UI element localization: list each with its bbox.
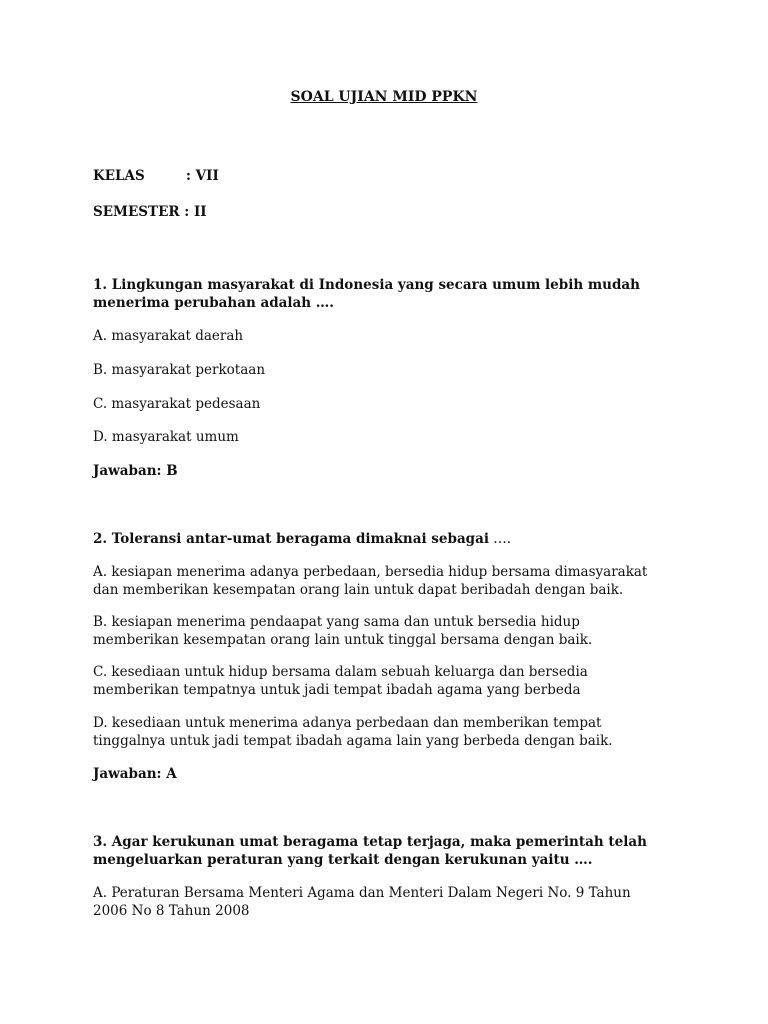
class-line [93,167,219,185]
question-1-option-b: B. masyarakat perkotaan [93,362,266,378]
question-1-option-a: A. masyarakat daerah [93,328,244,344]
class-label: KELAS [93,168,145,184]
question-1-option-d: D. masyarakat umum [93,429,239,445]
question-2-text: 2. Toleransi antar-umat beragama dimaknai sebagai [93,531,490,547]
question-2-option-c: C. kesediaan untuk hidup bersama dalam sebuah keluarga dan bersedia memberikan tempatnya untuk jadi tempat ibadah agama yang berbeda [93,664,588,698]
semester-line [93,203,207,221]
question-1-option-c: C. masyarakat pedesaan [93,396,261,412]
question-3-option-a: A. Peraturan Bersama Menteri Agama dan Menteri Dalam Negeri No. 9 Tahun 2006 No 8 Tahun 2008 [93,885,631,919]
semester-value: : II [179,204,207,220]
class-value: : VII [186,168,219,184]
question-2 [93,530,663,548]
question-2-ellipsis: …. [489,531,512,547]
question-2-option-d: D. kesediaan untuk menerima adanya perbedaan dan memberikan tempat tinggalnya untuk jadi tempat ibadah agama lain yang berbeda dengan baik. [93,715,613,749]
question-2-answer: Jawaban: A [93,766,177,782]
question-1-answer: Jawaban: B [93,463,178,479]
document-title: SOAL UJIAN MID PPKN [290,89,478,105]
question-3: 3. Agar kerukunan umat beragama tetap terjaga, maka pemerintah telah mengeluarkan peraturan yang terkait dengan kerukunan yaitu …. [93,834,647,868]
question-2-option-a: A. kesiapan menerima adanya perbedaan, bersedia hidup bersama dimasyarakat dan memberikan kesempatan orang lain untuk dapat beribadah dengan baik. [93,564,648,598]
question-1: 1. Lingkungan masyarakat di Indonesia yang secara umum lebih mudah menerima perubahan adalah …. [93,277,640,311]
semester-label: SEMESTER [93,204,180,220]
question-2-option-b: B. kesiapan menerima pendaapat yang sama dan untuk bersedia hidup memberikan kesempatan orang lain untuk tinggal bersama dengan baik. [93,614,593,648]
